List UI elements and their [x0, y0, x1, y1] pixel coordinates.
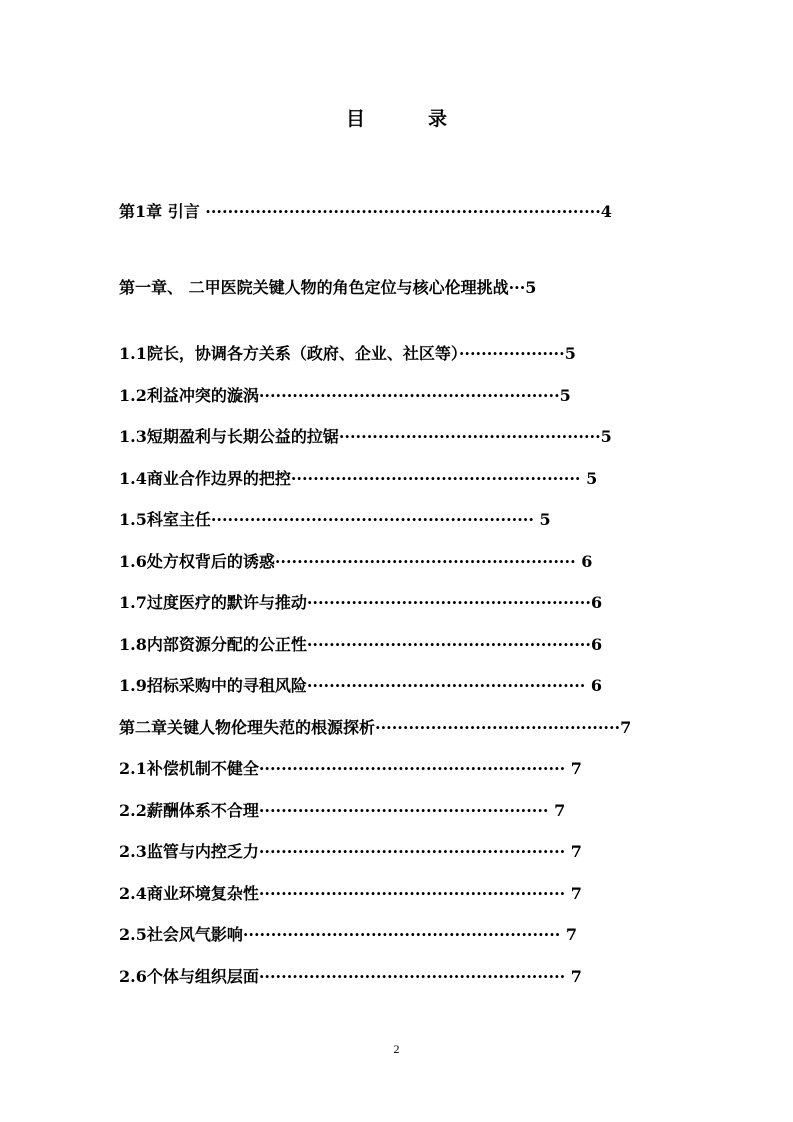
toc-leader: ·······················································: [258, 842, 566, 861]
toc-leader: ···················································: [306, 635, 591, 654]
toc-entry-label: 2.3监管与内控乏力: [119, 842, 259, 861]
toc-leader: ·······················································: [258, 759, 566, 778]
toc-leader: ·······················································: [258, 884, 566, 903]
toc-entry[interactable]: [119, 715, 631, 741]
toc-entry[interactable]: [119, 839, 582, 865]
toc-leader: ···············································: [338, 427, 601, 446]
toc-entry[interactable]: [119, 673, 602, 699]
toc-page-number: 5: [600, 427, 612, 446]
toc-entry[interactable]: [119, 964, 582, 990]
toc-entry-label: 第二章关键人物伦理失范的根源探析: [119, 718, 376, 737]
toc-page-number: 7: [565, 842, 582, 861]
toc-page-number: 5: [525, 278, 537, 297]
toc-entry[interactable]: [119, 922, 577, 948]
toc-entry-label: 2.1补偿机制不健全: [119, 759, 259, 778]
toc-leader: ······················································: [274, 552, 576, 571]
toc-page-number: 6: [590, 593, 603, 612]
toc-leader: ····················································: [290, 469, 581, 488]
toc-entry-label: 1.4商业合作边界的把控: [119, 469, 291, 488]
toc-leader: ·······································································: [205, 202, 601, 221]
toc-page-number: 5: [533, 510, 551, 529]
toc-entry-label: 1.9招标采购中的寻租风险: [119, 676, 307, 695]
toc-leader: ······················································: [258, 386, 560, 405]
toc-page-number: 5: [564, 344, 576, 363]
toc-leader: ·······················································: [258, 967, 566, 986]
toc-entry-label: 2.4商业环境复杂性: [119, 884, 259, 903]
toc-entry-label: 2.5社会风气影响: [119, 925, 243, 944]
toc-title: 目 录: [345, 108, 469, 130]
toc-entry-label: 第一章、 二甲医院关键人物的角色定位与核心伦理挑战: [119, 278, 509, 297]
toc-page-number: 5: [580, 469, 598, 488]
toc-page-number: 7: [565, 884, 582, 903]
toc-entry[interactable]: [119, 466, 597, 492]
toc-leader: ···: [508, 278, 526, 297]
toc-entry[interactable]: [119, 632, 602, 658]
toc-entry-label: 1.7过度医疗的默许与推动: [119, 593, 307, 612]
toc-entry[interactable]: [119, 798, 565, 824]
toc-entry[interactable]: [119, 756, 582, 782]
toc-leader: ············································: [375, 718, 621, 737]
toc-page-number: 6: [585, 676, 603, 695]
toc-page-number: 7: [548, 801, 566, 820]
toc-entry[interactable]: [119, 881, 582, 907]
toc-leader: ·························································: [242, 925, 561, 944]
toc-page-number: 7: [620, 718, 632, 737]
toc-leader: ····················································: [258, 801, 549, 820]
toc-entry-label: 1.2利益冲突的漩涡: [119, 386, 259, 405]
toc-entry-label: 1.1院长，协调各方关系（政府、企业、社区等）: [119, 344, 459, 363]
toc-entry-label: 1.3短期盈利与长期公益的拉锯: [119, 427, 339, 446]
toc-entry[interactable]: [119, 549, 592, 575]
toc-entry[interactable]: [119, 424, 612, 450]
toc-page-number: 7: [565, 967, 582, 986]
toc-entry-label: 2.2薪酬体系不合理: [119, 801, 259, 820]
toc-entry-label: 1.8内部资源分配的公正性: [119, 635, 307, 654]
toc-leader: ···················: [458, 344, 565, 363]
toc-leader: ··················································: [306, 676, 586, 695]
toc-entry-label: 第1章 引言: [119, 202, 206, 221]
toc-entry[interactable]: [119, 590, 602, 616]
toc-entry[interactable]: [119, 275, 536, 301]
toc-page-number: 6: [575, 552, 593, 571]
toc-entry-label: 2.6个体与组织层面: [119, 967, 259, 986]
toc-entry[interactable]: [119, 199, 612, 225]
toc-entry[interactable]: [119, 341, 576, 367]
toc-entry-label: 1.6处方权背后的诱惑: [119, 552, 275, 571]
toc-page-number: 7: [565, 759, 582, 778]
toc-page-number: 5: [559, 386, 571, 405]
toc-entry[interactable]: [119, 383, 571, 409]
toc-entry-label: 1.5科室主任: [119, 510, 211, 529]
toc-page-number: 6: [590, 635, 603, 654]
page-footer-number: 2: [393, 1042, 400, 1056]
toc-page-number: 4: [600, 202, 612, 221]
toc-leader: ···················································: [306, 593, 591, 612]
toc-page-number: 7: [560, 925, 578, 944]
toc-entry[interactable]: [119, 507, 551, 533]
toc-leader: ··························································: [210, 510, 534, 529]
